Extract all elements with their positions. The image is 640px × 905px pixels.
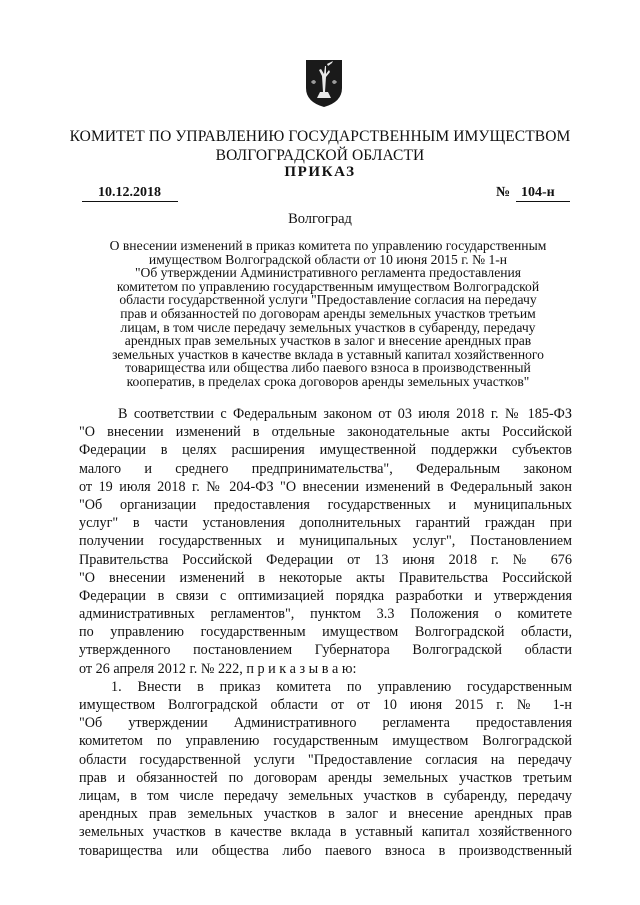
subject-line: имуществом Волгоградской области от 10 июня 2015 г. № 1-н <box>148 251 508 267</box>
body-line: прав и обязанностей по договорам аренды земельных участков третьим <box>79 769 572 786</box>
subject-line: товарищества или общества либо паевого взноса в производственный <box>125 360 531 376</box>
body-line: лицам, в том числе передачу земельных участков в субаренду, передачу <box>79 787 572 804</box>
body-line: административных регламентов", пунктом 3.3 Положения о комитете <box>79 606 572 623</box>
subject-line: "Об утверждении Административного регламента предоставления <box>134 265 522 281</box>
body-line: по управлению государственным имуществом Волгоградской области, <box>79 624 572 641</box>
body-line: Правительства Российской Федерации от 13 июня 2018 г. № 676 <box>79 551 572 568</box>
subject-line: лицам, в том числе передачу земельных участков в субаренду, передачу <box>120 319 536 335</box>
subject-line: прав и обязанностей по договорам аренды земельных участков третьим <box>120 305 536 321</box>
committee-name-line-1: КОМИТЕТ ПО УПРАВЛЕНИЮ ГОСУДАРСТВЕННЫМ ИМУЩЕСТВОМ <box>69 128 571 145</box>
document-date: 10.12.2018 <box>82 185 178 202</box>
document-number: 104-н <box>516 185 570 202</box>
body-line: земельных участков в качестве вклада в уставный капитал хозяйственного <box>79 824 572 841</box>
body-line: малого и среднего предпринимательства", Федеральным законом <box>79 460 572 477</box>
body-line: области государственной услуги "Предоставление согласия на передачу <box>79 751 572 768</box>
subject-line: арендных прав земельных участков в залог и внесение арендных прав <box>124 333 532 349</box>
document-type: ПРИКАЗ <box>284 164 356 180</box>
body-line: "О внесении изменений в некоторые акты Правительства Российской <box>79 569 572 586</box>
document-subject <box>80 239 576 389</box>
body-line: имуществом Волгоградской области от от 10 июня 2015 г. № 1-н <box>79 697 572 713</box>
subject-line: О внесении изменений в приказ комитета по управлению государственным <box>109 238 547 253</box>
document-body <box>79 405 572 860</box>
document-city: Волгоград <box>288 211 352 227</box>
body-line: Федерации в связи с оптимизацией порядка разработки и утверждения <box>79 587 572 604</box>
body-line: от 19 июля 2018 г. № 204-ФЗ "О внесении изменений в Федеральный закон <box>79 478 572 495</box>
body-line: получении государственных и муниципальных услуг", Постановлением <box>79 533 572 550</box>
subject-line: области государственной услуги "Предоставление согласия на передачу <box>119 292 537 308</box>
body-line: арендных прав земельных участков в залог и внесение арендных прав <box>79 806 572 823</box>
body-line: товарищества или общества либо паевого взноса в производственный <box>79 842 572 859</box>
body-line: утвержденного постановлением Губернатора Волгоградской области <box>79 642 572 659</box>
body-line: комитетом по управлению государственным имуществом Волгоградской <box>79 733 572 750</box>
body-line: от 26 апреля 2012 г. № 222, п р и к а з ы в а ю: <box>79 660 357 677</box>
subject-line: кооператив, в пределах срока договоров аренды земельных участков" <box>126 373 530 389</box>
committee-name-line-2: ВОЛГОГРАДСКОЙ ОБЛАСТИ <box>215 147 425 164</box>
body-line: "О внесении изменений в отдельные законодательные акты Российской <box>79 424 572 441</box>
body-line: Федерации в целях расширения имущественной поддержки субъектов <box>79 442 572 459</box>
body-line: услуг" в части установления дополнительных гарантий граждан при <box>79 515 572 532</box>
subject-line: земельных участков в качестве вклада в уставный капитал хозяйственного <box>112 346 544 362</box>
body-line: В соответствии с Федеральным законом от 03 июля 2018 г. № 185-ФЗ <box>118 406 572 422</box>
number-sign: № <box>496 185 511 200</box>
subject-line: комитетом по управлению государственным имуществом Волгоградской <box>116 278 540 294</box>
body-line: 1. Внести в приказ комитета по управлению государственным <box>111 678 572 695</box>
volgograd-coat-of-arms-icon <box>304 58 344 108</box>
body-line: "Об организации предоставления государственных и муниципальных <box>79 496 572 513</box>
body-line: "Об утверждении Административного регламента предоставления <box>79 715 572 732</box>
